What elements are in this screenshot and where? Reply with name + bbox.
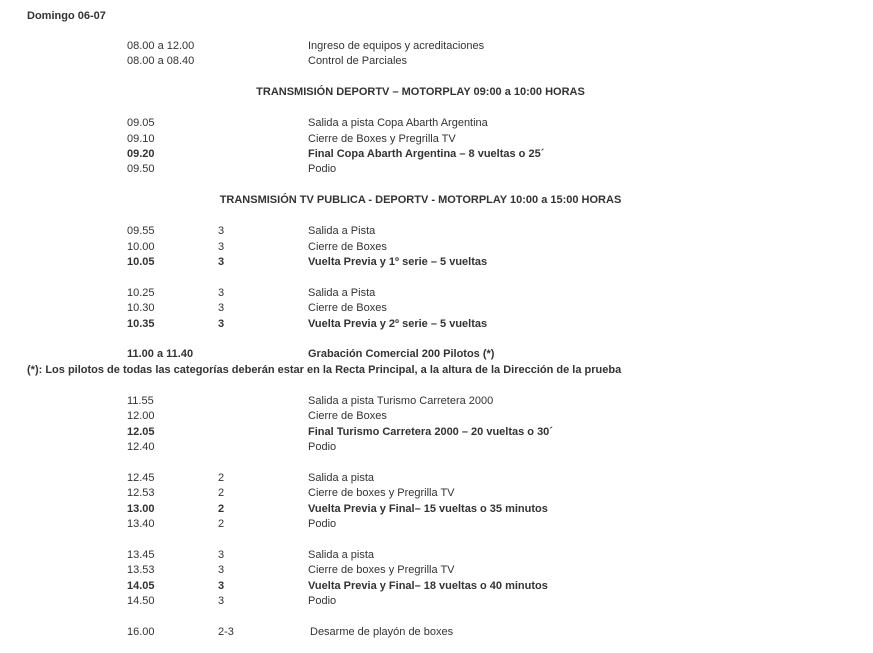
schedule-time: 12.05 (127, 426, 155, 438)
schedule-category: 3 (218, 287, 225, 299)
schedule-row (0, 317, 873, 332)
schedule-time: 10.30 (127, 302, 155, 314)
schedule-row (0, 502, 873, 517)
schedule-category: 3 (218, 318, 225, 330)
schedule-time: 13.40 (127, 518, 155, 530)
schedule-row (0, 116, 873, 131)
schedule-time: 13.45 (127, 549, 155, 561)
schedule-row (0, 132, 873, 147)
schedule-time: 10.35 (127, 318, 155, 330)
page-title: Domingo 06-07 (27, 10, 106, 22)
schedule-activity: Podio (308, 595, 337, 607)
schedule-time: 08.00 a 12.00 (127, 40, 195, 52)
schedule-category: 3 (218, 241, 225, 253)
schedule-time: 13.00 (127, 503, 155, 515)
schedule-row (0, 224, 873, 239)
schedule-activity: Grabación Comercial 200 Pilotos (*) (308, 348, 495, 360)
schedule-time: 10.25 (127, 287, 155, 299)
schedule-activity: Vuelta Previa y 2º serie – 5 vueltas (308, 318, 488, 330)
schedule-time: 12.45 (127, 472, 155, 484)
schedule-activity: Podio (308, 518, 337, 530)
schedule-row (0, 625, 873, 640)
schedule-activity: Cierre de Boxes (308, 302, 387, 314)
schedule-time: 08.00 a 08.40 (127, 55, 195, 67)
schedule-category: 2 (218, 472, 225, 484)
schedule-row (0, 301, 873, 316)
schedule-time: 12.40 (127, 441, 155, 453)
schedule-time: 14.50 (127, 595, 155, 607)
schedule-activity: Cierre de Boxes (308, 410, 387, 422)
schedule-activity: Salida a pista (308, 549, 375, 561)
schedule-activity: Desarme de playón de boxes (310, 626, 454, 638)
schedule-category: 2 (218, 487, 225, 499)
schedule-activity: Salida a Pista (308, 225, 376, 237)
schedule-row (0, 240, 873, 255)
schedule-activity: Podio (308, 441, 337, 453)
schedule-category: 3 (218, 225, 225, 237)
schedule-time: 16.00 (127, 626, 155, 638)
schedule-row (0, 563, 873, 578)
broadcast-header-2: TRANSMISIÓN TV PUBLICA - DEPORTV - MOTORPLAY 10:00 a 15:00 HORAS (219, 194, 622, 206)
schedule-time: 11.55 (127, 395, 154, 407)
schedule-activity: Final Turismo Carretera 2000 – 20 vueltas o 30´ (308, 426, 553, 438)
schedule-row (0, 162, 873, 177)
schedule-row (0, 409, 873, 424)
schedule-activity: Vuelta Previa y Final– 18 vueltas o 40 minutos (308, 580, 548, 592)
schedule-time: 14.05 (127, 580, 155, 592)
schedule-time: 09.05 (127, 117, 155, 129)
schedule-row (0, 286, 873, 301)
schedule-category: 2 (218, 518, 225, 530)
schedule-category: 3 (218, 564, 225, 576)
schedule-category: 2-3 (218, 626, 234, 638)
schedule-activity: Salida a pista Copa Abarth Argentina (308, 117, 488, 129)
schedule-time: 12.00 (127, 410, 155, 422)
schedule-time: 11.00 a 11.40 (127, 348, 194, 360)
schedule-time: 10.05 (127, 256, 155, 268)
schedule-row (0, 594, 873, 609)
schedule-time: 09.20 (127, 148, 155, 160)
schedule-time: 12.53 (127, 487, 155, 499)
schedule-activity: Cierre de boxes y Pregrilla TV (308, 487, 455, 499)
schedule-row (0, 579, 873, 594)
schedule-activity: Control de Parciales (308, 55, 408, 67)
schedule-activity: Vuelta Previa y Final– 15 vueltas o 35 minutos (308, 503, 548, 515)
schedule-activity: Podio (308, 163, 337, 175)
schedule-activity: Salida a pista Turismo Carretera 2000 (308, 395, 494, 407)
schedule-time: 09.50 (127, 163, 155, 175)
schedule-row (0, 440, 873, 455)
schedule-activity: Vuelta Previa y 1º serie – 5 vueltas (308, 256, 488, 268)
schedule-time: 13.53 (127, 564, 155, 576)
schedule-category: 3 (218, 256, 225, 268)
schedule-row (0, 147, 873, 162)
schedule-category: 3 (218, 549, 225, 561)
schedule-time: 09.55 (127, 225, 155, 237)
footnote: (*): Los pilotos de todas las categorías deberán estar en la Recta Principal, a la altura de la Dirección de la prueba (27, 364, 622, 376)
schedule-activity: Final Copa Abarth Argentina – 8 vueltas o 25´ (308, 148, 545, 160)
schedule-category: 3 (218, 580, 225, 592)
schedule-activity: Cierre de Boxes y Pregrilla TV (308, 133, 456, 145)
schedule-activity: Cierre de Boxes (308, 241, 387, 253)
schedule-row (0, 255, 873, 270)
schedule-activity: Salida a Pista (308, 287, 376, 299)
schedule-activity: Ingreso de equipos y acreditaciones (308, 40, 485, 52)
schedule-row (0, 486, 873, 501)
schedule-row (0, 39, 873, 54)
schedule-row (0, 548, 873, 563)
broadcast-header-1: TRANSMISIÓN DEPORTV – MOTORPLAY 09:00 a 10:00 HORAS (256, 86, 585, 98)
schedule-row (0, 394, 873, 409)
schedule-category: 2 (218, 503, 225, 515)
schedule-activity: Cierre de boxes y Pregrilla TV (308, 564, 455, 576)
schedule-row (0, 54, 873, 69)
schedule-row (0, 347, 873, 362)
schedule-activity: Salida a pista (308, 472, 375, 484)
schedule-category: 3 (218, 595, 225, 607)
schedule-row (0, 517, 873, 532)
schedule-time: 10.00 (127, 241, 155, 253)
schedule-time: 09.10 (127, 133, 155, 145)
schedule-category: 3 (218, 302, 225, 314)
schedule-row (0, 471, 873, 486)
schedule-row (0, 425, 873, 440)
